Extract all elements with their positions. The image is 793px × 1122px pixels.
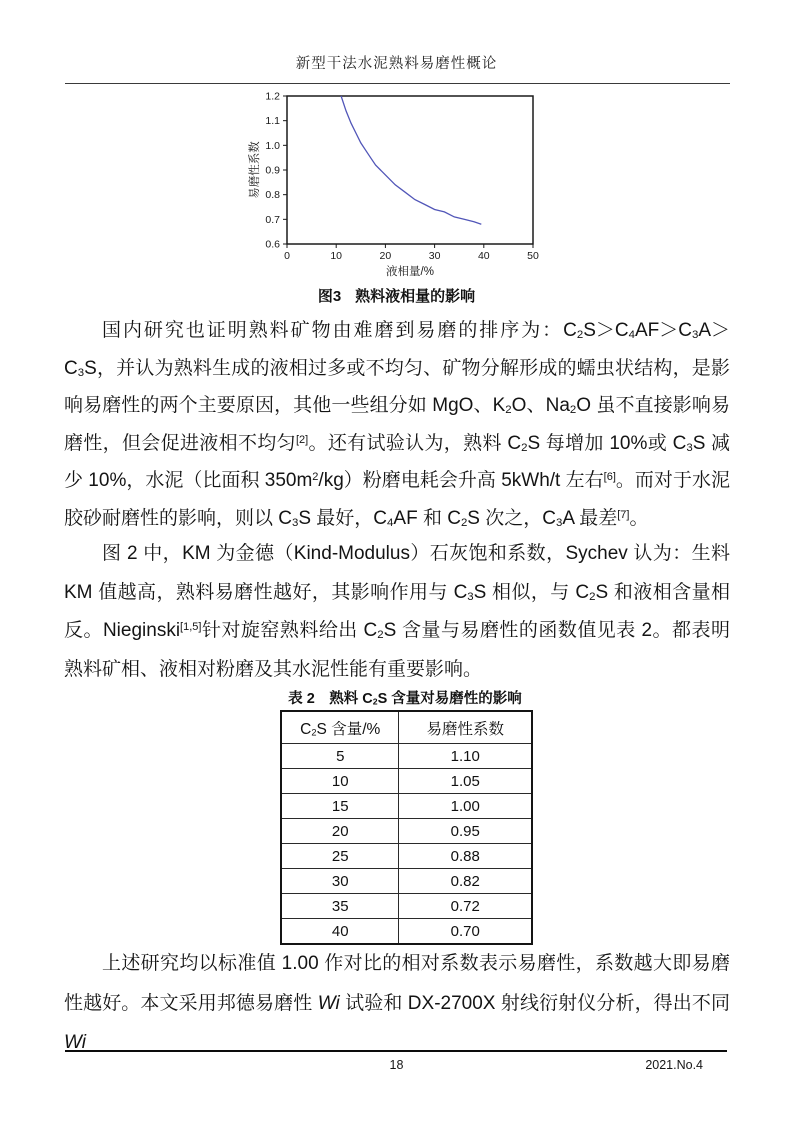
table-header-grindability-coefficient: 易磨性系数 <box>399 711 532 744</box>
table-cell: 15 <box>281 794 399 819</box>
table-cell: 20 <box>281 819 399 844</box>
table-cell: 25 <box>281 844 399 869</box>
table-row <box>281 794 532 819</box>
svg-text:20: 20 <box>379 250 392 262</box>
figure-caption-label: 图3 <box>317 288 342 305</box>
journal-issue: 2021.No.4 <box>645 1058 703 1072</box>
svg-text:1.2: 1.2 <box>265 90 280 103</box>
paragraph-1: 国内研究也证明熟料矿物由难磨到易磨的排序为：$C_2S>C_4AF>C_3A>C_3S$，并认为熟料生成的液相过多或不均匀、矿物分解形成的蠕虫状结构，是影响易磨性的两个主要原因，其他一些组分如 MgO、$K_2O$、$Na_2O$ 虽不直接影响易磨性，但会促进液相不均匀[2]。还有试验认为，熟料 $C_2S$ 每增加 10%或 $C_3S$ 减少 10%，水泥（比面积 $350m^2/kg$）粉磨电耗会升高 5kWh/t 左右[6]。而对于水泥胶砂耐磨性的影响，则以 $C_3S$ 最好，$C_4AF$ 和 $C_2S$ 次之，$C_3A$ 最差[7]。 <box>64 320 730 529</box>
svg-text:0.8: 0.8 <box>265 189 280 202</box>
table-cell: 1.10 <box>399 744 532 769</box>
footer-rule <box>65 1050 727 1052</box>
table-row <box>281 894 532 919</box>
table-cell: 40 <box>281 919 399 945</box>
table-header-row <box>281 711 532 744</box>
table-row <box>281 844 532 869</box>
table-cell: 1.00 <box>399 794 532 819</box>
line-chart <box>245 89 545 281</box>
table-cell: 0.70 <box>399 919 532 945</box>
table-caption: 表 2 熟料 $C_2S$ 含量对易磨性的影响 <box>288 691 522 707</box>
table-row <box>281 819 532 844</box>
table-header-c2s-content: $C_2S$ 含量/% <box>281 711 399 744</box>
page-number: 18 <box>389 1058 404 1072</box>
table-cell: 0.72 <box>399 894 532 919</box>
figure-caption <box>0 285 793 306</box>
header-rule <box>65 83 730 84</box>
svg-text:30: 30 <box>428 250 441 262</box>
svg-text:易磨性系数: 易磨性系数 <box>249 141 261 199</box>
table-cell: 1.05 <box>399 769 532 794</box>
svg-text:10: 10 <box>330 250 343 262</box>
svg-text:50: 50 <box>527 250 539 262</box>
figure-caption-text: 熟料液相量的影响 <box>355 288 476 305</box>
paragraph-2: 图 2 中，KM 为金德（Kind-Modulus）石灰饱和系数，Sychev 认为：生料 KM 值越高，熟料易磨性越好，其影响作用与 $C_3S$ 相似，与 $C_2S$ 和液相含量相反。Nieginski[1,5]针对旋窑熟料给出 $C_2S$ 含量与易磨性的函数值见表 2。都表明熟料矿相、液相对粉磨及其水泥性能有重要影响。 <box>64 543 731 680</box>
svg-text:液相量/%: 液相量/% <box>386 266 434 278</box>
table-cell: 35 <box>281 894 399 919</box>
data-table <box>280 710 533 945</box>
figure-3 <box>245 89 545 281</box>
paragraph-3: 上述研究均以标准值 1.00 作对比的相对系数表示易磨性，系数越大即易磨性越好。本文采用邦德易磨性 Wi 试验和 DX-2700X 射线衍射仪分析，得出不同 Wi <box>64 953 730 1053</box>
svg-text:0: 0 <box>284 250 290 262</box>
table-cell: 0.82 <box>399 869 532 894</box>
svg-text:1.1: 1.1 <box>265 115 280 128</box>
table-cell: 5 <box>281 744 399 769</box>
table-cell: 30 <box>281 869 399 894</box>
svg-text:0.6: 0.6 <box>265 238 280 251</box>
table-cell: 0.88 <box>399 844 532 869</box>
svg-text:40: 40 <box>477 250 490 262</box>
svg-text:0.9: 0.9 <box>265 164 280 177</box>
svg-text:0.7: 0.7 <box>265 213 280 226</box>
table-row <box>281 744 532 769</box>
table-row <box>281 919 532 945</box>
svg-text:1.0: 1.0 <box>265 139 280 152</box>
table-row <box>281 869 532 894</box>
table-row <box>281 769 532 794</box>
page-header-title: 新型干法水泥熟料易磨性概论 <box>295 56 498 72</box>
table-cell: 10 <box>281 769 399 794</box>
table-cell: 0.95 <box>399 819 532 844</box>
